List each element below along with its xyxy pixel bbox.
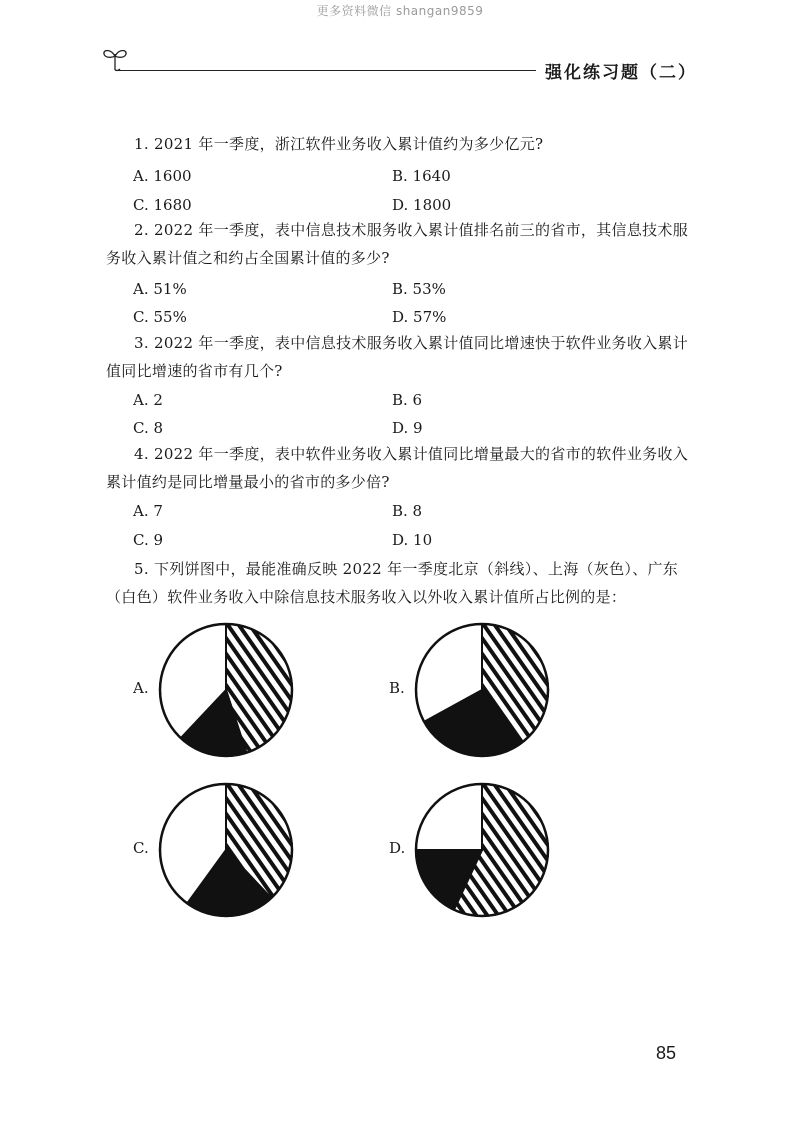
- pie-chart-c: [156, 780, 296, 920]
- option-1d: D. 1800: [392, 196, 452, 214]
- question-4: 4. 2022 年一季度，表中软件业务收入累计值同比增量最大的省市的软件业务收入累计值约是同比增量最小的省市的多少倍?: [106, 445, 689, 491]
- option-4b: B. 8: [392, 502, 423, 520]
- option-4a: A. 7: [133, 502, 163, 520]
- pie-chart-d: [412, 780, 552, 920]
- option-3d: D. 9: [392, 419, 423, 437]
- option-1b: B. 1640: [392, 167, 451, 185]
- option-1a: A. 1600: [133, 167, 192, 185]
- question-5: 5. 下列饼图中，最能准确反映 2022 年一季度北京（斜线）、上海（灰色）、广东（白色）软件业务收入中除信息技术服务收入以外收入累计值所占比例的是：: [106, 560, 679, 606]
- pie-chart-b: [412, 620, 552, 760]
- question-1: 1. 2021 年一季度，浙江软件业务收入累计值约为多少亿元?: [134, 135, 544, 153]
- option-1c: C. 1680: [133, 196, 192, 214]
- option-4c: C. 9: [133, 531, 164, 549]
- watermark: 更多资料微信 shangan9859: [316, 4, 484, 18]
- question-2: 2. 2022 年一季度，表中信息技术服务收入累计值排名前三的省市，其信息技术服务收入累计值之和约占全国累计值的多少?: [106, 221, 689, 267]
- option-3a: A. 2: [133, 391, 163, 409]
- pie-d-label: D.: [389, 839, 406, 857]
- option-2a: A. 51%: [133, 280, 187, 298]
- option-4d: D. 10: [392, 531, 433, 549]
- page-number: 85: [656, 1043, 677, 1063]
- header-rule: [118, 70, 536, 71]
- pie-chart-a: [156, 620, 296, 760]
- option-2d: D. 57%: [392, 308, 447, 326]
- option-3c: C. 8: [133, 419, 164, 437]
- option-2b: B. 53%: [392, 280, 446, 298]
- pie-c-label: C.: [133, 839, 149, 857]
- pie-a-label: A.: [133, 679, 149, 697]
- question-3: 3. 2022 年一季度，表中信息技术服务收入累计值同比增速快于软件业务收入累计值同比增速的省市有几个?: [106, 334, 689, 380]
- header-title: 强化练习题（二）: [545, 63, 697, 83]
- pie-b-label: B.: [389, 679, 405, 697]
- option-3b: B. 6: [392, 391, 423, 409]
- option-2c: C. 55%: [133, 308, 187, 326]
